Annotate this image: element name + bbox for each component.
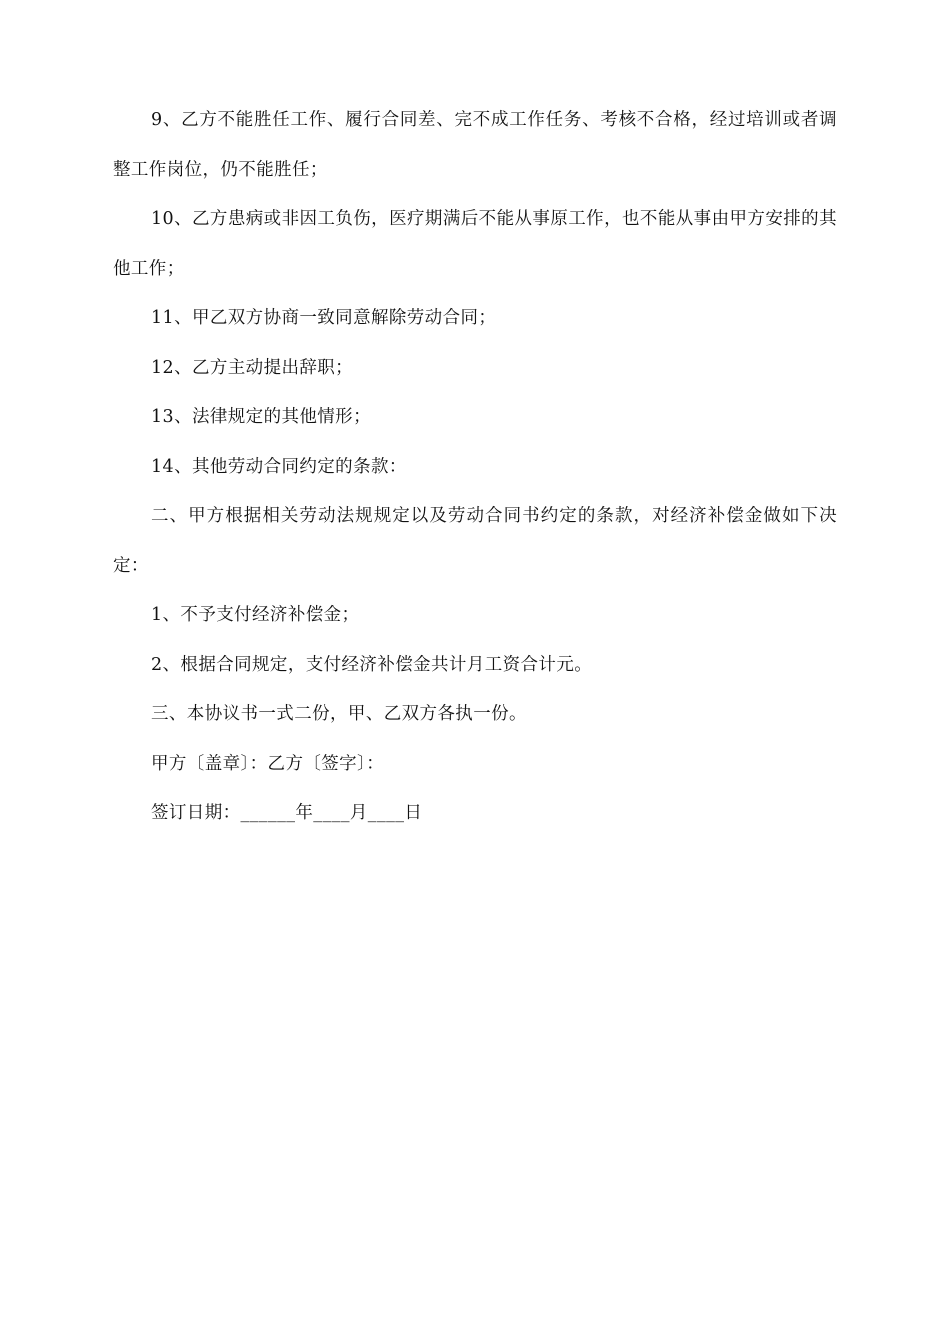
section-2: 二、甲方根据相关劳动法规规定以及劳动合同书约定的条款，对经济补偿金做如下决定：: [113, 506, 837, 576]
clause-10: 10、乙方患病或非因工负伤，医疗期满后不能从事原工作，也不能从事由甲方安排的其他工作；: [113, 209, 837, 279]
document-body: [113, 96, 837, 839]
section-2-item-2: 2、根据合同规定，支付经济补偿金共计月工资合计元。: [151, 654, 593, 675]
signature-line: 甲方〔盖章〕：乙方〔签字〕：: [151, 753, 385, 774]
clause-11: 11、甲乙双方协商一致同意解除劳动合同；: [151, 308, 497, 328]
section-3: 三、本协议书一式二份，甲、乙双方各执一份。: [151, 704, 527, 724]
clause-9: 9、乙方不能胜任工作、履行合同差、完不成工作任务、考核不合格，经过培训或者调整工作岗位，仍不能胜任；: [113, 110, 837, 180]
section-2-item-1: 1、不予支付经济补偿金；: [151, 605, 360, 625]
clause-14: 14、其他劳动合同约定的条款：: [151, 456, 407, 477]
signing-date: 签订日期：______年____月____日: [151, 803, 423, 823]
clause-13: 13、法律规定的其他情形；: [151, 407, 371, 427]
clause-12: 12、乙方主动提出辞职；: [151, 357, 354, 378]
